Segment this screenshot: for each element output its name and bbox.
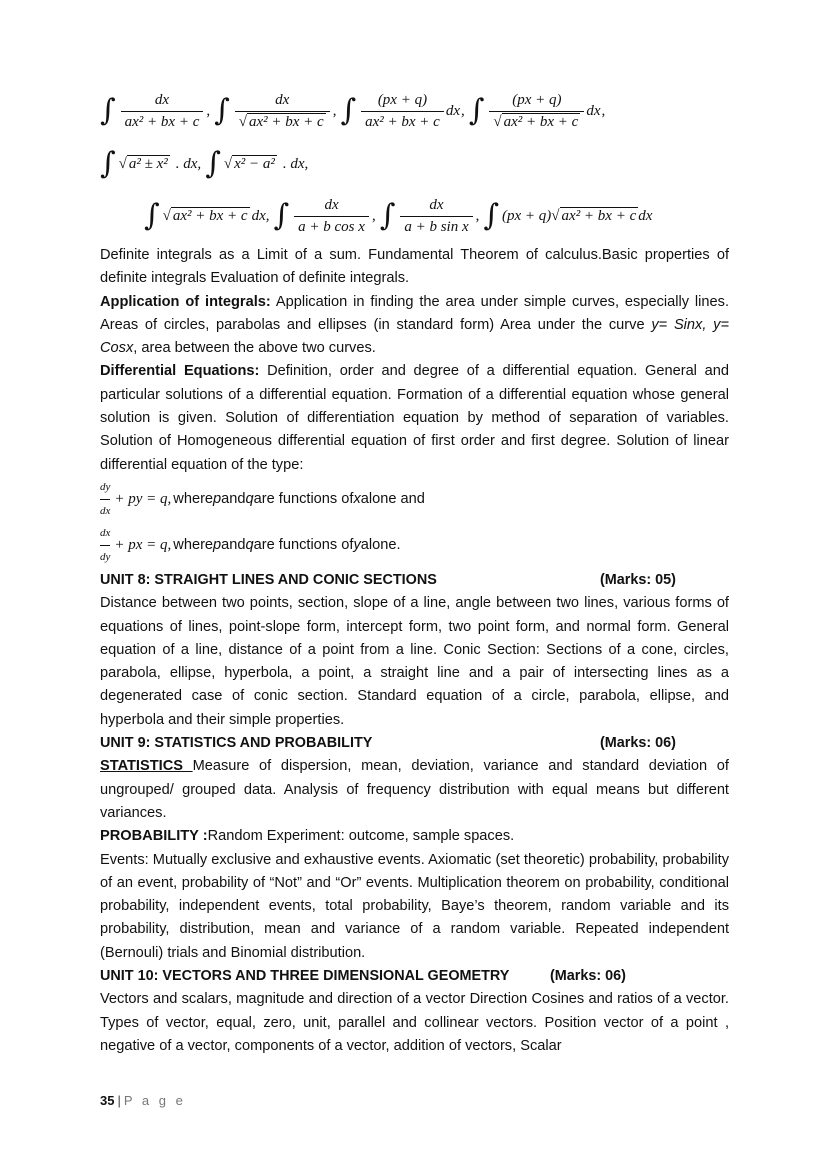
fraction: $\frac{(px + q)}{\text{ax² + bx + c}}$	[361, 92, 444, 131]
probability-label: PROBABILITY :	[100, 828, 208, 845]
statistics-text: Measure of dispersion, mean, deviation, variance and standard deviation of ungrouped/ grouped data. Analysis of frequency distribution with equal means but different variances.	[100, 758, 729, 821]
statistics-paragraph	[100, 755, 729, 825]
unit-10-heading	[100, 965, 729, 988]
integral-sign: ∫	[483, 198, 500, 233]
page-number: 35	[100, 1093, 115, 1108]
integral-sign: ∫	[205, 146, 221, 181]
fraction: $\frac{dx}{\text{a + b sin x}}$	[400, 197, 472, 236]
unit-8-heading	[100, 569, 729, 592]
integral-formula-row-2: ∫ √ a² ± x² . dx, ∫ √ x² − a² . dx,	[100, 146, 309, 181]
fraction: $\frac{(px + q)}{\text{√ ax² + bx + c}}$	[489, 92, 584, 131]
page-footer	[100, 1093, 186, 1108]
probability-text: Random Experiment: outcome, sample spaces.	[207, 828, 515, 845]
application-label: Application of integrals:	[100, 293, 271, 310]
application-text-end: , area between the above two curves.	[133, 340, 376, 357]
footer-separator: |	[117, 1093, 121, 1108]
unit-8-marks: (Marks: 05)	[600, 571, 676, 588]
unit-8-title: UNIT 8: STRAIGHT LINES AND CONIC SECTIONS	[100, 571, 437, 588]
fraction: $\frac{dx}{\text{a + b cos x}}$	[294, 197, 369, 236]
syllabus-body	[100, 244, 729, 1058]
integral-sign: ∫	[340, 93, 357, 128]
integral-sign: ∫	[144, 198, 160, 233]
integral-formula-row-3: ∫ √ ax² + bx + c dx, ∫ $\frac{dx}{\text{a + b cos x}}$ , ∫ $\frac{dx}{\text{a + b sin x}}$ , ∫ (px + q) √ ax² + bx + c dx	[144, 196, 653, 235]
events-paragraph: Events: Mutually exclusive and exhaustive events. Axiomatic (set theoretic) probability, probability of an event, probability of “Not” and “Or” events. Multiplication theorem on probability, conditional probability, independent events, total probability, Baye’s theorem, random variable and its probability, distribution, mean and variance of a random variable. Repeated independent (Bernouli) trials and Binomial distribution.	[100, 851, 729, 961]
page-content	[100, 82, 729, 1058]
integral-sign: ∫	[214, 93, 230, 128]
linear-de-equation-1: dy dx + py = q, where p and q are functions of x alone and	[100, 477, 729, 523]
integral-sign: ∫	[100, 146, 116, 181]
application-text: Application in finding the area under simple curves, especially lines. Areas of circles, parabolas and ellipses (in standard form) Area under the curve	[100, 293, 729, 333]
differential-equations-paragraph	[100, 360, 729, 476]
definite-integrals-paragraph: Definite integrals as a Limit of a sum. Fundamental Theorem of calculus.Basic properties of definite integrals Evaluation of definite integrals.	[100, 247, 729, 287]
integral-formula-row-1: ∫ $\frac{dx}{\text{ax² + bx + c}}$ , ∫ $\frac{dx}{\text{√ ax² + bx + c}}$ , ∫ $\frac{(px + q)}{\text{ax² + bx + c}}$ dx , ∫ $\frac{(px + q)}{\text{√ ax² + bx + c}}$ dx ,	[100, 91, 606, 130]
unit-8-text: Distance between two points, section, slope of a line, angle between two lines, various forms of equations of lines, point-slope form, intercept form, two point form, and normal form. General equation of a line, distance of a point from a line. Conic Section: Sections of a cone, circles, parabola, ellipse, hyperbola, a point, a straight line and a pair of intersecting lines as a degenerated case of conic section. Standard equation of a circle, parabola, ellipse, and hyperbola and their simple properties.	[100, 595, 729, 728]
integral-sign: ∫	[273, 198, 290, 233]
unit-10-text: Vectors and scalars, magnitude and direction of a vector Direction Cosines and ratios of a vector. Types of vector, equal, zero, unit, parallel and collinear vectors. Position vector of a point , negative of a vector, components of a vector, addition of vectors, Scalar	[100, 991, 729, 1054]
fraction: $\frac{dx}{\text{ax² + bx + c}}$	[121, 92, 204, 131]
integral-sign: ∫	[379, 198, 396, 233]
unit-9-marks: (Marks: 06)	[600, 735, 676, 752]
linear-de-equation-2: dx dy + px = q, where p and q are functions of y alone.	[100, 523, 729, 569]
application-of-integrals-paragraph	[100, 291, 729, 361]
differential-equations-text: Definition, order and degree of a differential equation. General and particular solutions of a differential equation. Formation of a differential equation whose general solution is given. Solution of differentiation equation by method of separation of variables. Solution of Homogeneous differential equation of first order and first degree. Solution of linear differential equation of the type:	[100, 363, 729, 473]
statistics-label: STATISTICS	[100, 758, 193, 775]
fraction: $\frac{dx}{\text{√ ax² + bx + c}}$	[235, 92, 330, 131]
integral-sign: ∫	[468, 93, 485, 128]
integral-sign: ∫	[100, 93, 116, 128]
unit-10-marks: (Marks: 06)	[550, 968, 626, 985]
page-label: P a g e	[123, 1093, 186, 1108]
differential-equations-label: Differential Equations:	[100, 363, 260, 380]
curve-equations: y= Sinx, y= Cosx	[100, 316, 729, 357]
probability-paragraph	[100, 825, 729, 848]
unit-9-title: UNIT 9: STATISTICS AND PROBABILITY	[100, 735, 373, 752]
unit-10-title: UNIT 10: VECTORS AND THREE DIMENSIONAL GEOMETRY	[100, 968, 510, 985]
unit-9-heading	[100, 732, 729, 755]
